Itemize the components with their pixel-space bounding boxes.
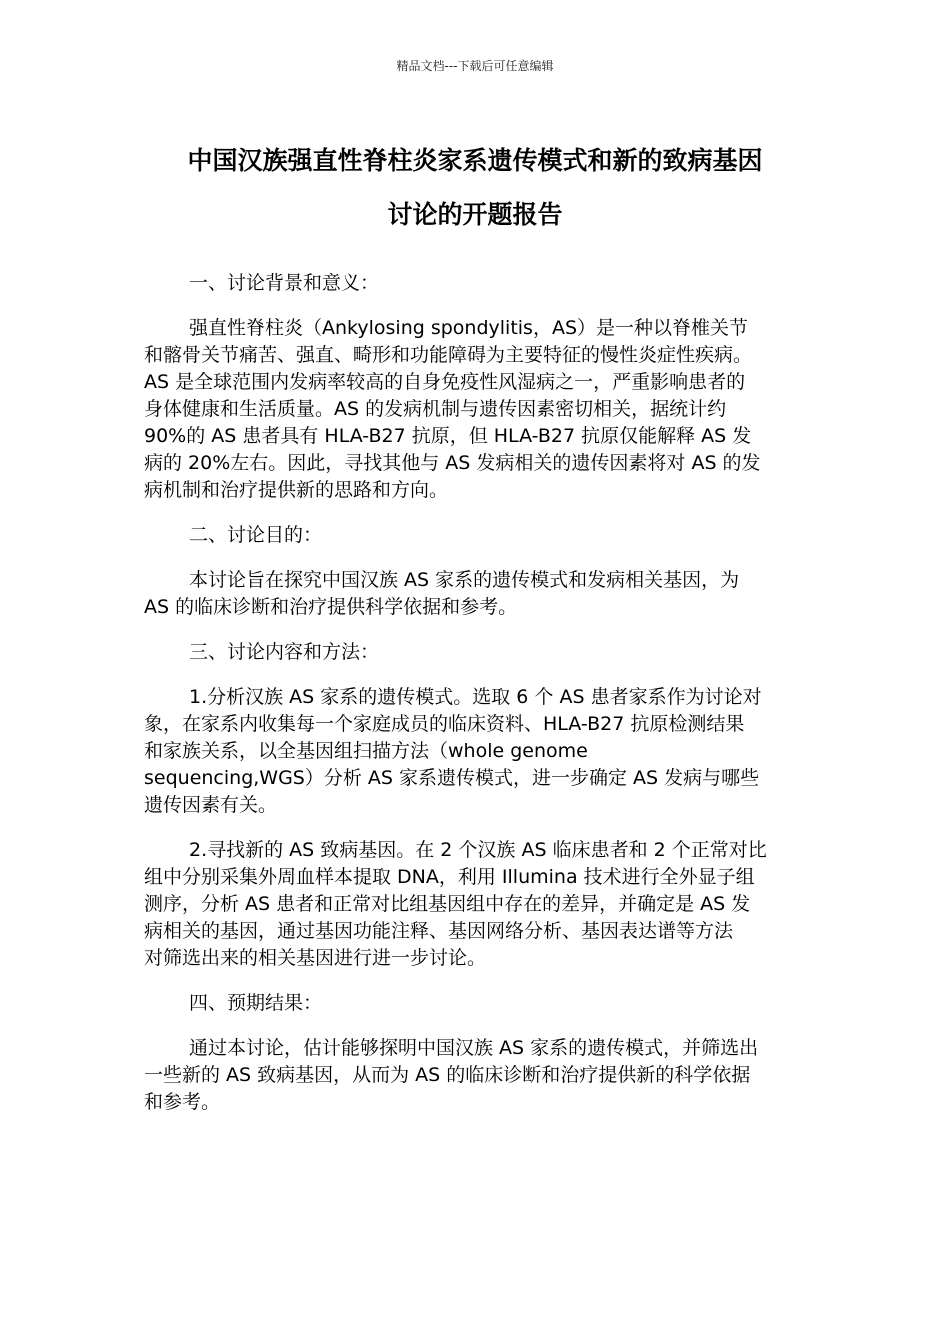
text-line: 1.分析汉族 AS 家系的遗传模式。选取 6 个 AS 患者家系作为讨论对	[189, 686, 762, 708]
paragraph-expected-results	[144, 1035, 810, 1116]
section-heading-methods: 三、讨论内容和方法：	[189, 641, 380, 663]
text-line: 组中分别采集外周血样本提取 DNA，利用 Illumina 技术进行全外显子组	[144, 866, 755, 888]
text-line: 和家族关系，以全基因组扫描方法（whole genome	[144, 740, 588, 762]
text-line: AS 的临床诊断和治疗提供科学依据和参考。	[144, 596, 518, 618]
header-note: 精品文档---下载后可任意编辑	[396, 59, 554, 73]
text-line: 象，在家系内收集每一个家庭成员的临床资料、HLA-B27 抗原检测结果	[144, 713, 745, 735]
paragraph-methods-1	[144, 684, 810, 819]
paragraph-purpose	[144, 567, 810, 621]
text-line: 强直性脊柱炎（Ankylosing spondylitis，AS）是一种以脊椎关节	[189, 317, 749, 339]
text-line: 通过本讨论，估计能够探明中国汉族 AS 家系的遗传模式，并筛选出	[189, 1037, 759, 1059]
text-line: 测序，分析 AS 患者和正常对比组基因组中存在的差异，并确定是 AS 发	[144, 893, 751, 915]
text-line: 和髂骨关节痛苦、强直、畸形和功能障碍为主要特征的慢性炎症性疾病。	[144, 344, 753, 366]
document-body	[144, 270, 810, 1134]
text-line: AS 是全球范围内发病率较高的自身免疫性风湿病之一，严重影响患者的	[144, 371, 746, 393]
title-line-1: 中国汉族强直性脊柱炎家系遗传模式和新的致病基因	[187, 146, 763, 175]
text-line: 病的 20%左右。因此，寻找其他与 AS 发病相关的遗传因素将对 AS 的发	[144, 452, 761, 474]
document-title	[120, 134, 830, 242]
text-line: 病相关的基因，通过基因功能注释、基因网络分析、基因表达谱等方法	[144, 920, 734, 942]
text-line: 身体健康和生活质量。AS 的发病机制与遗传因素密切相关，据统计约	[144, 398, 727, 420]
text-line: 遗传因素有关。	[144, 794, 278, 816]
text-line: sequencing,WGS）分析 AS 家系遗传模式，进一步确定 AS 发病与哪些	[144, 767, 760, 789]
text-line: 90%的 AS 患者具有 HLA-B27 抗原，但 HLA-B27 抗原仅能解释 AS 发	[144, 425, 752, 447]
paragraph-background	[144, 315, 810, 504]
section-heading-background: 一、讨论背景和意义：	[189, 272, 380, 294]
section-heading-purpose: 二、讨论目的：	[189, 524, 323, 546]
text-line: 本讨论旨在探究中国汉族 AS 家系的遗传模式和发病相关基因，为	[189, 569, 740, 591]
text-line: 对筛选出来的相关基因进行进一步讨论。	[144, 947, 487, 969]
text-line: 2.寻找新的 AS 致病基因。在 2 个汉族 AS 临床患者和 2 个正常对比	[189, 839, 767, 861]
text-line: 和参考。	[144, 1091, 221, 1113]
section-heading-expected-results: 四、预期结果：	[189, 992, 323, 1014]
text-line: 一些新的 AS 致病基因，从而为 AS 的临床诊断和治疗提供新的科学依据	[144, 1064, 751, 1086]
text-line: 病机制和治疗提供新的思路和方向。	[144, 479, 449, 501]
title-line-2: 讨论的开题报告	[387, 200, 563, 229]
paragraph-methods-2	[144, 837, 810, 972]
